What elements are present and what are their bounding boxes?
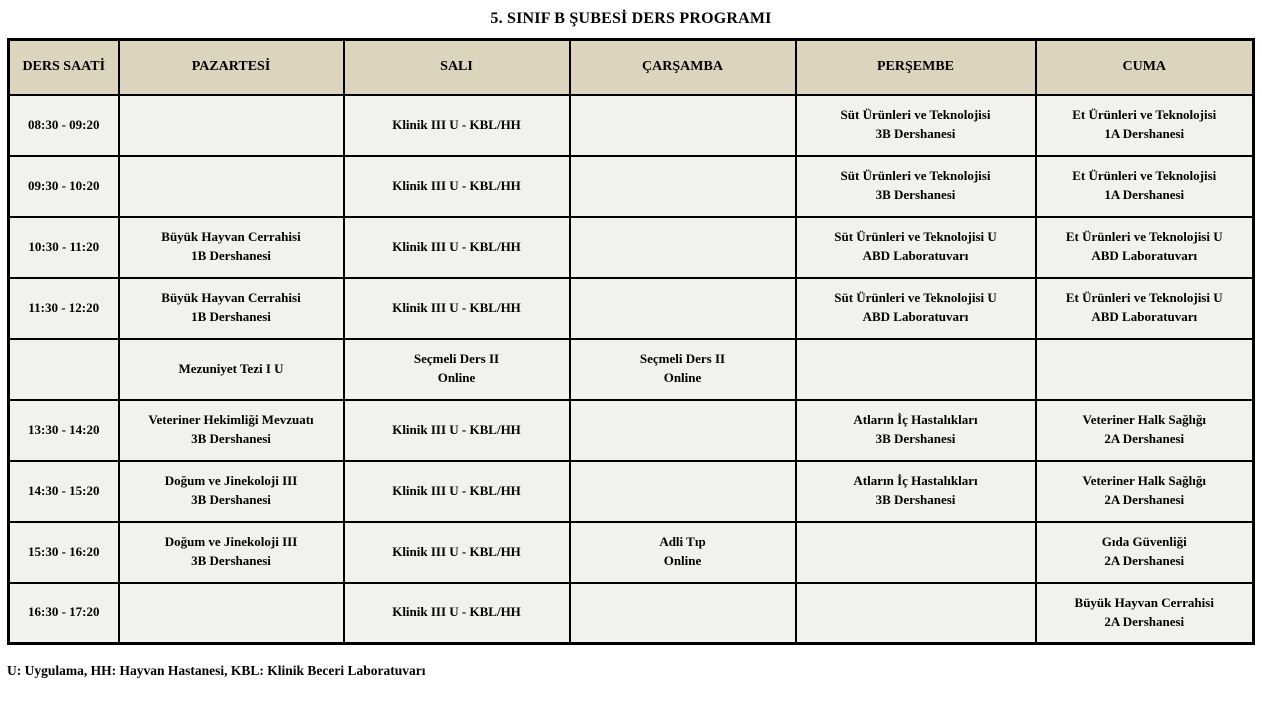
lesson-cell: [1036, 95, 1254, 156]
lesson-cell: [344, 522, 570, 583]
lesson-cell: [119, 278, 344, 339]
course-name: Et Ürünleri ve Teknolojisi: [1072, 107, 1217, 123]
schedule-table-wrap: [7, 38, 1255, 645]
course-name: Veteriner Halk Sağlığı: [1082, 473, 1206, 489]
schedule-header-row: [9, 40, 1254, 95]
lesson-cell: [119, 156, 344, 217]
lesson-cell: [796, 461, 1036, 522]
course-room: 3B Dershanesi: [875, 492, 956, 507]
schedule-row: [9, 95, 1254, 156]
course-name: Doğum ve Jinekoloji III: [164, 473, 298, 489]
column-header-4: PERŞEMBE: [796, 40, 1036, 95]
schedule-row: [9, 278, 1254, 339]
column-header-1: PAZARTESİ: [119, 40, 344, 95]
lesson-cell: [796, 400, 1036, 461]
time-slot: 14:30 - 15:20: [9, 461, 119, 522]
lesson-cell: [570, 95, 796, 156]
course-name: Et Ürünleri ve Teknolojisi U: [1065, 290, 1223, 306]
lesson-cell: [119, 522, 344, 583]
course-name: Veteriner Hekimliği Mevzuatı: [148, 412, 314, 428]
lesson-cell: [570, 339, 796, 400]
lesson-cell: [570, 461, 796, 522]
schedule-row: [9, 156, 1254, 217]
course-name: Büyük Hayvan Cerrahisi: [161, 229, 301, 245]
course-room: ABD Laboratuvarı: [862, 309, 969, 324]
course-name: Klinik III U - KBL/HH: [392, 299, 521, 315]
schedule-row: [9, 461, 1254, 522]
course-room: 1B Dershanesi: [191, 309, 271, 324]
lesson-cell: [119, 217, 344, 278]
course-name: Klinik III U - KBL/HH: [392, 238, 521, 254]
lesson-cell: [1036, 217, 1254, 278]
course-room: 1A Dershanesi: [1104, 126, 1185, 141]
lesson-cell: [570, 156, 796, 217]
schedule-row: [9, 339, 1254, 400]
lesson-cell: [1036, 156, 1254, 217]
course-room: 2A Dershanesi: [1104, 492, 1185, 507]
time-slot: 16:30 - 17:20: [9, 583, 119, 644]
schedule-row: [9, 522, 1254, 583]
course-name: Veteriner Halk Sağlığı: [1082, 412, 1206, 428]
course-room: Online: [437, 370, 476, 385]
schedule-body: [9, 95, 1254, 644]
schedule-row: [9, 217, 1254, 278]
course-room: Online: [663, 553, 702, 568]
page-title: 5. SINIF B ŞUBESİ DERS PROGRAMI: [490, 10, 772, 27]
legend-footnote: U: Uygulama, HH: Hayvan Hastanesi, KBL: Klinik Beceri Laboratuvarı: [7, 663, 426, 678]
lesson-cell: [344, 400, 570, 461]
time-slot: 13:30 - 14:20: [9, 400, 119, 461]
schedule-row: [9, 400, 1254, 461]
course-name: Mezuniyet Tezi I U: [178, 360, 284, 376]
time-slot: 10:30 - 11:20: [9, 217, 119, 278]
lesson-cell: [796, 522, 1036, 583]
course-room: 1A Dershanesi: [1104, 187, 1185, 202]
course-name: Gıda Güvenliği: [1101, 534, 1187, 550]
course-name: Doğum ve Jinekoloji III: [164, 534, 298, 550]
course-name: Klinik III U - KBL/HH: [392, 543, 521, 559]
course-name: Et Ürünleri ve Teknolojisi U: [1065, 229, 1223, 245]
lesson-cell: [1036, 339, 1254, 400]
course-name: Klinik III U - KBL/HH: [392, 421, 521, 437]
course-room: 3B Dershanesi: [191, 553, 271, 568]
course-name: Et Ürünleri ve Teknolojisi: [1072, 168, 1217, 184]
lesson-cell: [796, 583, 1036, 644]
course-room: ABD Laboratuvarı: [1091, 309, 1198, 324]
course-name: Süt Ürünleri ve Teknolojisi: [840, 107, 991, 123]
course-name: Klinik III U - KBL/HH: [392, 604, 521, 620]
lesson-cell: [1036, 400, 1254, 461]
lesson-cell: [796, 95, 1036, 156]
column-header-0: DERS SAATİ: [9, 40, 119, 95]
schedule-table: [7, 38, 1255, 645]
lesson-cell: [119, 95, 344, 156]
time-slot: 09:30 - 10:20: [9, 156, 119, 217]
lesson-cell: [570, 278, 796, 339]
time-slot: 15:30 - 16:20: [9, 522, 119, 583]
lesson-cell: [1036, 522, 1254, 583]
lesson-cell: [796, 156, 1036, 217]
lesson-cell: [119, 339, 344, 400]
course-name: Adli Tıp: [659, 534, 706, 550]
lesson-cell: [796, 278, 1036, 339]
time-slot: 08:30 - 09:20: [9, 95, 119, 156]
time-slot: [9, 339, 119, 400]
course-room: 2A Dershanesi: [1104, 613, 1185, 629]
lesson-cell: [796, 339, 1036, 400]
course-name: Klinik III U - KBL/HH: [392, 177, 521, 193]
course-room: Online: [663, 370, 702, 385]
lesson-cell: [344, 339, 570, 400]
lesson-cell: [344, 95, 570, 156]
schedule-row: [9, 583, 1254, 644]
lesson-cell: [1036, 278, 1254, 339]
lesson-cell: [796, 217, 1036, 278]
lesson-cell: [344, 461, 570, 522]
course-name: Süt Ürünleri ve Teknolojisi U: [834, 229, 997, 245]
lesson-cell: [1036, 461, 1254, 522]
lesson-cell: [344, 217, 570, 278]
course-name: Süt Ürünleri ve Teknolojisi: [840, 168, 991, 184]
course-name: Seçmeli Ders II: [639, 351, 726, 367]
course-room: 3B Dershanesi: [191, 492, 271, 507]
course-room: 3B Dershanesi: [875, 187, 956, 202]
course-name: Atların İç Hastalıkları: [853, 473, 978, 489]
course-room: 3B Dershanesi: [191, 431, 271, 446]
lesson-cell: [570, 583, 796, 644]
course-room: 3B Dershanesi: [875, 126, 956, 141]
course-room: ABD Laboratuvarı: [1091, 248, 1198, 263]
lesson-cell: [119, 461, 344, 522]
course-name: Büyük Hayvan Cerrahisi: [1074, 594, 1214, 610]
lesson-cell: [119, 583, 344, 644]
course-name: Klinik III U - KBL/HH: [392, 482, 521, 498]
course-name: Büyük Hayvan Cerrahisi: [161, 290, 301, 306]
time-slot: 11:30 - 12:20: [9, 278, 119, 339]
lesson-cell: [570, 217, 796, 278]
column-header-2: SALI: [344, 40, 570, 95]
lesson-cell: [570, 522, 796, 583]
lesson-cell: [344, 583, 570, 644]
course-room: 2A Dershanesi: [1104, 553, 1185, 568]
course-name: Atların İç Hastalıkları: [853, 412, 978, 428]
course-room: 3B Dershanesi: [875, 431, 956, 446]
lesson-cell: [1036, 583, 1254, 644]
course-name: Klinik III U - KBL/HH: [392, 116, 521, 132]
lesson-cell: [570, 400, 796, 461]
lesson-cell: [344, 278, 570, 339]
course-room: 2A Dershanesi: [1104, 431, 1185, 446]
course-room: 1B Dershanesi: [191, 248, 271, 263]
course-room: ABD Laboratuvarı: [862, 248, 969, 263]
column-header-5: CUMA: [1036, 40, 1254, 95]
lesson-cell: [119, 400, 344, 461]
course-name: Süt Ürünleri ve Teknolojisi U: [834, 290, 997, 306]
column-header-3: ÇARŞAMBA: [570, 40, 796, 95]
course-name: Seçmeli Ders II: [413, 351, 500, 367]
lesson-cell: [344, 156, 570, 217]
